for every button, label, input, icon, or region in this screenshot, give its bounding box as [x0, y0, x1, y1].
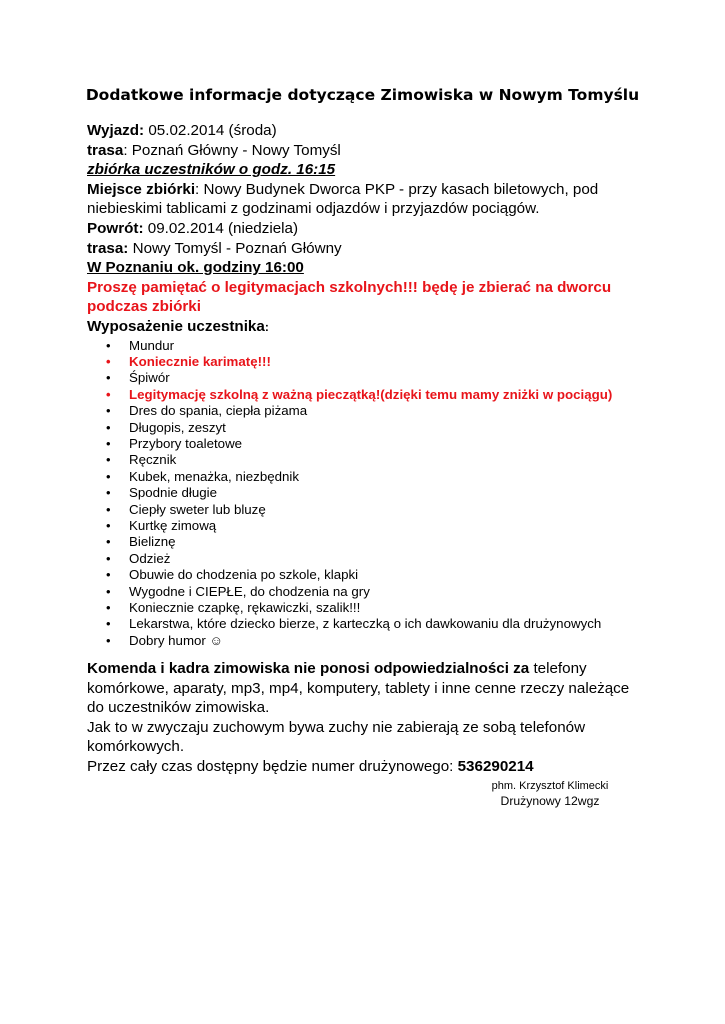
gathering-place-label: Miejsce zbiórki — [87, 180, 196, 198]
signature-name: phm. Krzysztof Klimecki — [491, 780, 609, 792]
equipment-item: • Dobry humor ☺ — [87, 633, 647, 649]
equipment-item: • Kubek, menażka, niezbędnik — [87, 469, 647, 485]
equipment-item: • Koniecznie karimatę!!! — [87, 354, 647, 370]
equipment-item: • Ciepły sweter lub bluzę — [87, 502, 647, 518]
contact-number: 536290214 — [457, 757, 534, 775]
equipment-item: • Lekarstwa, które dziecko bierze, z karteczką o ich dawkowaniu dla drużynowych — [87, 616, 647, 632]
equipment-item: • Dres do spania, ciepła piżama — [87, 403, 647, 419]
equipment-item: • Bieliznę — [87, 534, 647, 550]
return-line — [87, 219, 647, 239]
phones-note: Jak to w zwyczaju zuchowym bywa zuchy nie zabierają ze sobą telefonów komórkowych. — [87, 718, 586, 756]
equipment-item: • Kurtkę zimową — [87, 518, 647, 534]
return-value: 09.02.2014 (niedziela) — [143, 219, 299, 237]
equipment-item: • Legitymację szkolną z ważną pieczątką!(dzięki temu mamy zniżki w pociągu) — [87, 387, 647, 403]
departure-value: 05.02.2014 (środa) — [144, 122, 277, 139]
signature-role: Drużynowy 12wgz — [500, 794, 600, 808]
equipment-item: • Obuwie do chodzenia po szkole, klapki — [87, 567, 647, 583]
notes-section — [87, 659, 647, 777]
departure-line — [87, 121, 647, 141]
equipment-item: • Spodnie długie — [87, 485, 647, 501]
equipment-heading: Wyposażenie uczestnika — [87, 317, 265, 335]
contact-line — [87, 757, 647, 777]
equipment-item: • Długopis, zeszyt — [87, 420, 647, 436]
equipment-heading-colon: : — [264, 319, 269, 334]
signature-block — [470, 779, 630, 809]
equipment-heading-line — [87, 317, 647, 338]
equipment-item: • Ręcznik — [87, 452, 647, 468]
equipment-item: • Odzież — [87, 551, 647, 567]
equipment-item: • Śpiwór — [87, 370, 647, 386]
equipment-item: • Mundur — [87, 338, 647, 354]
route-out-label: trasa — [87, 141, 124, 159]
route-back-value: Nowy Tomyśl - Poznań Główny — [128, 239, 342, 257]
arrival-note: W Poznaniu ok. godziny 16:00 — [87, 259, 304, 277]
liability-note — [87, 659, 647, 718]
document-body — [87, 121, 647, 649]
gathering-place-line — [87, 180, 647, 219]
gathering-time: zbiórka uczestników o godz. 16:15 — [87, 161, 336, 179]
route-out-value: : Poznań Główny - Nowy Tomyśl — [123, 141, 341, 159]
gathering-place-value: : Nowy Budynek Dworca PKP - przy kasach biletowych, pod niebieskimi tablicami z godzinami odjazdów i przyjazdów pociągów. — [87, 180, 599, 218]
equipment-item: • Wygodne i CIEPŁE, do chodzenia na gry — [87, 584, 647, 600]
liability-bold: Komenda i kadra zimowiska nie ponosi odpowiedzialności za — [87, 660, 530, 677]
route-back-label: trasa: — [87, 239, 129, 257]
return-label: Powrót: — [87, 219, 144, 237]
route-out-line — [87, 141, 647, 161]
contact-text: Przez cały czas dostępny będzie numer drużynowego: — [87, 757, 458, 775]
document-title: Dodatkowe informacje dotyczące Zimowiska w Nowym Tomyślu — [85, 86, 640, 104]
route-back-line — [87, 239, 647, 259]
id-warning: Proszę pamiętać o legitymacjach szkolnych!!! będę je zbierać na dworcu podczas zbiórki — [87, 278, 612, 316]
departure-label: Wyjazd: — [87, 122, 145, 139]
equipment-item: • Koniecznie czapkę, rękawiczki, szalik!!! — [87, 600, 647, 616]
liability-rest: telefony komórkowe, aparaty, mp3, mp4, komputery, tablety i inne cenne rzeczy należące do uczestników zimowiska. — [87, 660, 630, 717]
equipment-item: • Przybory toaletowe — [87, 436, 647, 452]
equipment-list — [87, 338, 647, 650]
